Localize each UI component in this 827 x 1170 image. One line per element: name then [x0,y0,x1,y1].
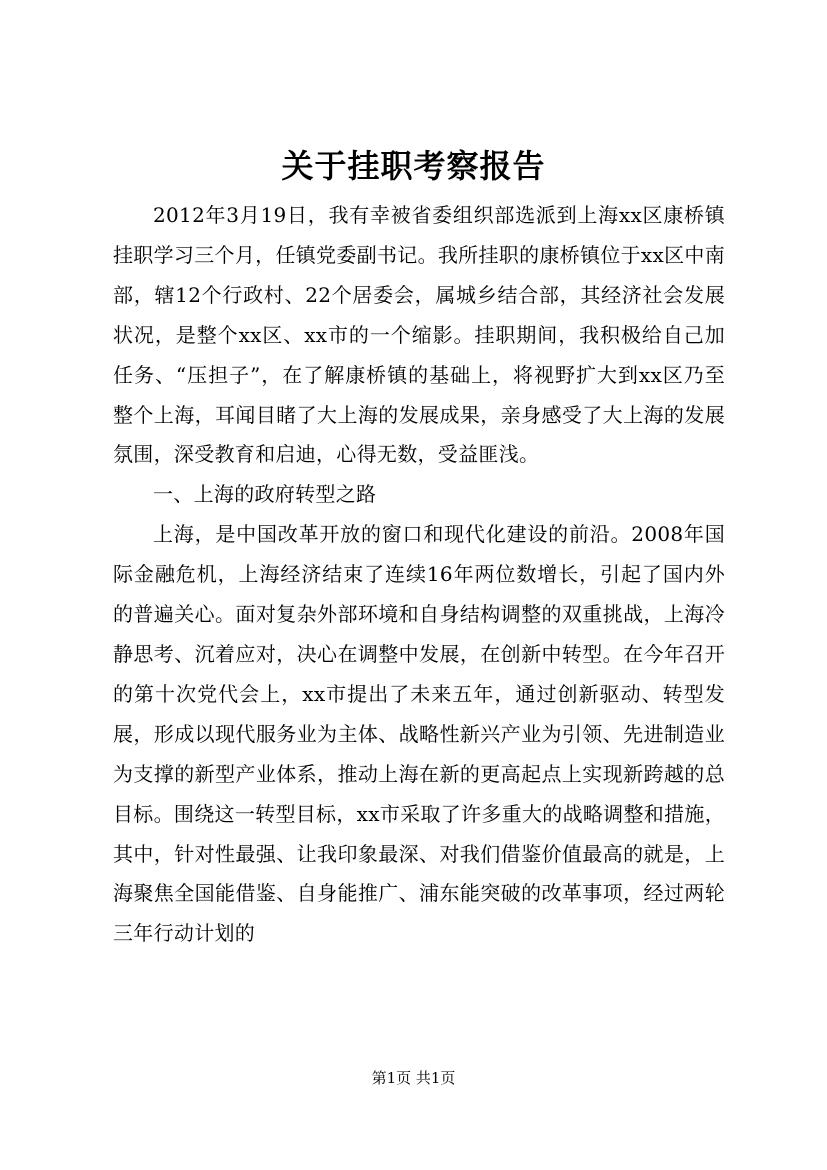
page-footer: 第1页 共1页 [371,1069,456,1087]
paragraph-section-one: 上海，是中国改革开放的窗口和现代化建设的前沿。2008年国际金融危机，上海经济结束了连续16年两位数增长，引起了国内外的普遍关心。面对复杂外部环境和自身结构调整的双重挑战，上海冷静思考、沉着应对，决心在调整中发展，在创新中转型。在今年召开的第十次党代会上，xx市提出了未来五年，通过创新驱动、转型发展，形成以现代服务业为主体、战略性新兴产业为引领、先进制造业为支撑的新型产业体系，推动上海在新的更高起点上实现新跨越的总目标。围绕这一转型目标，xx市采取了许多重大的战略调整和措施，其中，针对性最强、让我印象最深、对我们借鉴价值最高的就是，上海聚焦全国能借鉴、自身能推广、浦东能突破的改革事项，经过两轮三年行动计划的 [113,522,725,946]
document-title: 关于挂职考察报告 [281,147,546,185]
section-heading: 一、上海的政府转型之路 [153,482,377,507]
paragraph-intro: 2012年3月19日，我有幸被省委组织部选派到上海xx区康桥镇挂职学习三个月，任镇党委副书记。我所挂职的康桥镇位于xx区中南部，辖12个行政村、22个居委会，属城乡结合部，其经济社会发展状况，是整个xx区、xx市的一个缩影。挂职期间，我积极给自己加任务、“压担子”，在了解康桥镇的基础上，将视野扩大到xx区乃至整个上海，耳闻目睹了大上海的发展成果，亲身感受了大上海的发展氛围，深受教育和启迪，心得无数，受益匪浅。 [113,203,725,467]
document-body [113,196,725,954]
